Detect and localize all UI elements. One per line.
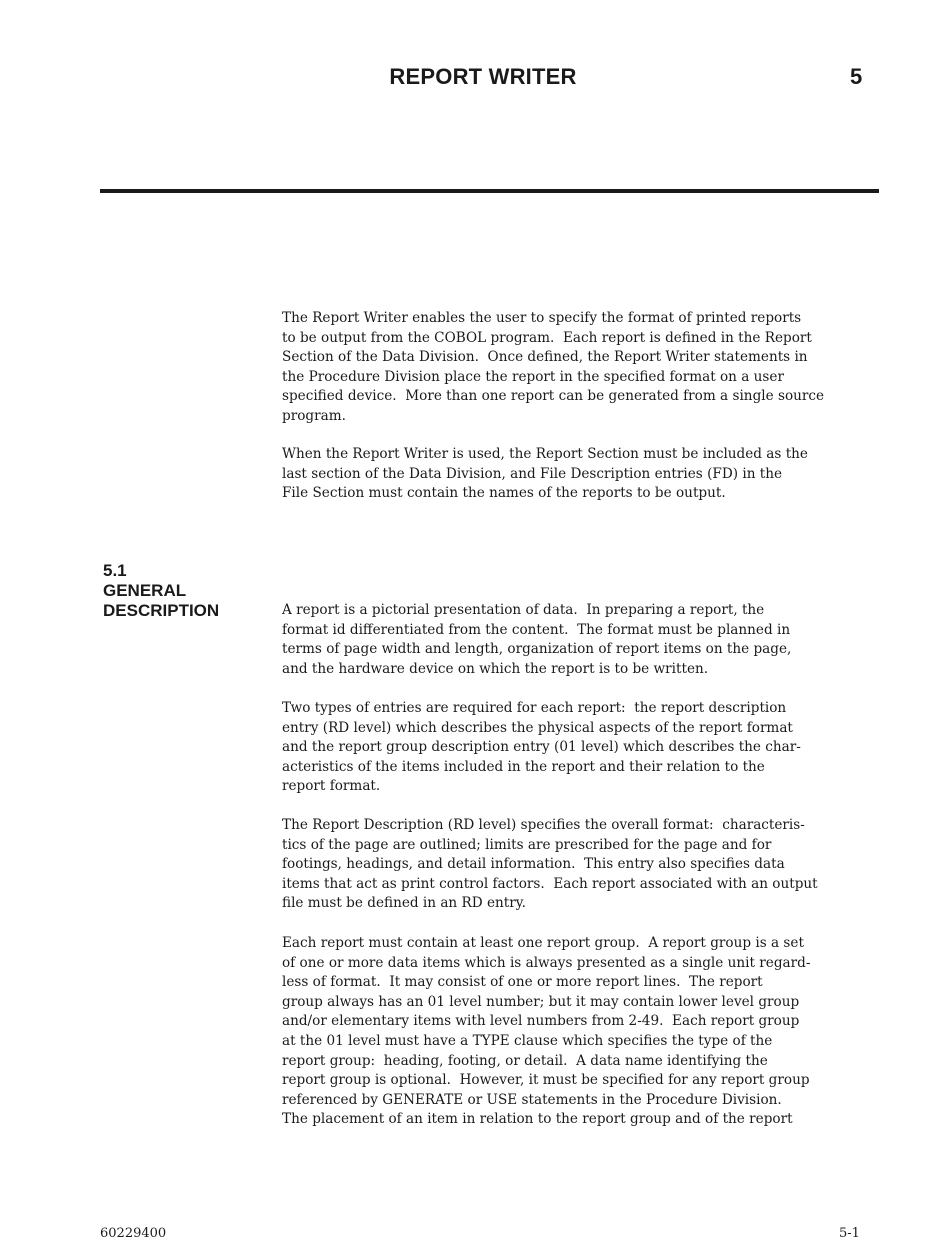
- section-heading: [103, 561, 219, 621]
- intro-paragraph-2: When the Report Writer is used, the Report Section must be included as the last section of the Data Division, and File Description entries (FD) in the File Section must contain the names of the reports to be output.: [282, 446, 808, 502]
- body-paragraph-1: A report is a pictorial presentation of data. In preparing a report, the format id differentiated from the content. The format must be planned in terms of page width and length, organization of report items on the page, and the hardware device on which the report is to be written.: [282, 602, 792, 677]
- intro-paragraph-1: The Report Writer enables the user to specify the format of printed reports to be output from the COBOL program. Each report is defined in the Report Section of the Data Division. Once defined, the Report Writer statements in the Procedure Division place the report in the specified format on a user specified device. More than one report can be generated from a single source program.: [282, 310, 825, 424]
- section-title-line-1: GENERAL: [103, 581, 187, 600]
- section-number: 5.1: [103, 561, 127, 580]
- body-paragraph-3: The Report Description (RD level) specifies the overall format: characteris- tics of the page are outlined; limits are prescribed for the page and for footings, headings, and detail information. This entry also specifies data items that act as print control factors. Each report associated with an output file must be defined in an RD entry.: [282, 817, 818, 912]
- title-divider-rule: [100, 189, 879, 193]
- section-title-line-2: DESCRIPTION: [103, 601, 220, 620]
- body-paragraph-4: Each report must contain at least one report group. A report group is a set of one or more data items which is always presented as a single unit regard- less of format. It may consist of one or more report lines. The report group always has an 01 level number; but it may contain lower level group and/or elementary items with level numbers from 2-49. Each report group at the 01 level must have a TYPE clause which specifies the type of the report group: heading, footing, or detail. A data name identifying the report group is optional. However, it must be specified for any report group referenced by GENERATE or USE statements in the Procedure Division. The placement of an item in relation to the report group and of the report: [282, 935, 811, 1128]
- chapter-title: REPORT WRITER: [389, 64, 577, 89]
- document-number: 60229400: [100, 1226, 167, 1241]
- body-paragraph-2: Two types of entries are required for each report: the report description entry (RD level) which describes the physical aspects of the report format and the report group description entry (01 level) which describes the char- acteristics of the items included in the report and their relation to the report format.: [282, 700, 801, 795]
- chapter-number: 5: [850, 64, 863, 89]
- page-number: 5-1: [839, 1226, 860, 1241]
